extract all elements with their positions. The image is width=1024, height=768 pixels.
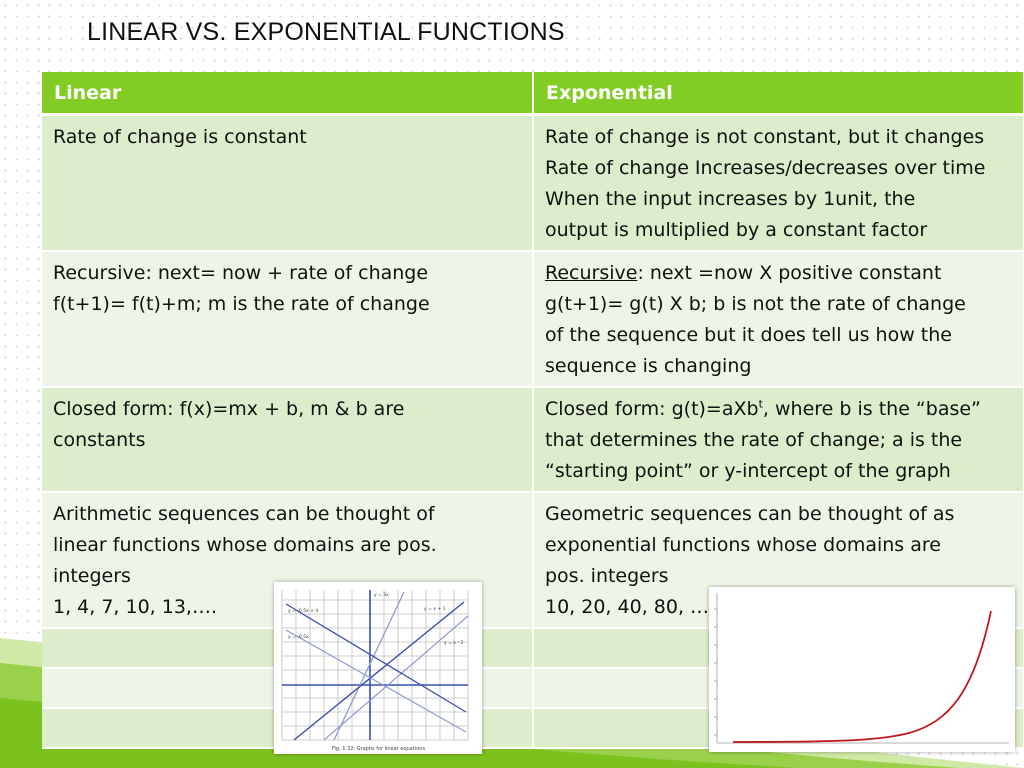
linear-rate-cell xyxy=(42,115,533,252)
line-label: y = x - 2 xyxy=(444,641,464,646)
cell-line: 10, 20, 40, 80, … xyxy=(545,596,710,618)
exponential-rate-cell xyxy=(533,115,1024,252)
cell-line: constants xyxy=(53,429,146,451)
linear-graph-svg xyxy=(274,582,482,754)
table-row xyxy=(42,251,1024,387)
line-label: y = x + 1 xyxy=(424,607,446,612)
cell-line: output is multiplied by a constant factor xyxy=(545,219,928,241)
cell-line: integers xyxy=(53,565,131,587)
graph-caption: Fig. 1.32: Graphs for linear equations xyxy=(332,746,426,752)
table-header-row xyxy=(42,72,1024,115)
table-row xyxy=(42,387,1024,492)
cell-line: Rate of change is constant xyxy=(53,126,307,148)
line-label: y = -0.5x + 4 xyxy=(288,609,319,614)
cell-line: sequence is changing xyxy=(545,355,752,377)
linear-graph-image xyxy=(274,582,482,754)
cell-line xyxy=(545,394,1012,425)
cell-line: Arithmetic sequences can be thought of xyxy=(53,503,435,525)
linear-recursive-cell xyxy=(42,251,533,387)
line-label: y = -0.5x xyxy=(288,635,309,640)
cell-line: pos. integers xyxy=(545,565,669,587)
exponential-recursive-cell xyxy=(533,251,1024,387)
cell-line: Geometric sequences can be thought of as xyxy=(545,503,955,525)
exponential-graph-image xyxy=(709,587,1015,752)
cell-line: exponential functions whose domains are xyxy=(545,534,941,556)
cell-line xyxy=(545,258,1012,289)
cell-line: g(t+1)= g(t) X b; b is not the rate of change xyxy=(545,293,966,315)
page-title: LINEAR VS. EXPONENTIAL FUNCTIONS xyxy=(87,18,565,46)
linear-closed-form-cell xyxy=(42,387,533,492)
cell-line: “starting point” or y-intercept of the graph xyxy=(545,460,951,482)
recursive-label: Recursive xyxy=(545,262,638,284)
cell-line: Recursive: next= now + rate of change xyxy=(53,262,429,284)
cell-line: that determines the rate of change; a is the xyxy=(545,429,963,451)
exponent-t: t xyxy=(758,397,763,411)
cell-line: linear functions whose domains are pos. xyxy=(53,534,437,556)
exponential-closed-form-cell xyxy=(533,387,1024,492)
cell-line: f(t+1)= f(t)+m; m is the rate of change xyxy=(53,293,430,315)
table-row xyxy=(42,115,1024,252)
closed-form-text: Closed form: g(t)=aXb xyxy=(545,398,759,420)
recursive-text: : next =now X positive constant xyxy=(637,262,942,284)
cell-line: When the input increases by 1unit, the xyxy=(545,188,916,210)
closed-form-text: , where b is the “base” xyxy=(762,398,981,420)
cell-line: Rate of change Increases/decreases over time xyxy=(545,157,986,179)
cell-line: Rate of change is not constant, but it changes xyxy=(545,126,985,148)
cell-line: 1, 4, 7, 10, 13,…. xyxy=(53,596,218,618)
header-linear: Linear xyxy=(42,72,533,115)
cell-line: Closed form: f(x)=mx + b, m & b are xyxy=(53,398,405,420)
exponential-graph-svg xyxy=(709,587,1015,752)
line-label: y = 3x xyxy=(374,593,389,598)
header-exponential: Exponential xyxy=(533,72,1024,115)
cell-line: of the sequence but it does tell us how the xyxy=(545,324,952,346)
